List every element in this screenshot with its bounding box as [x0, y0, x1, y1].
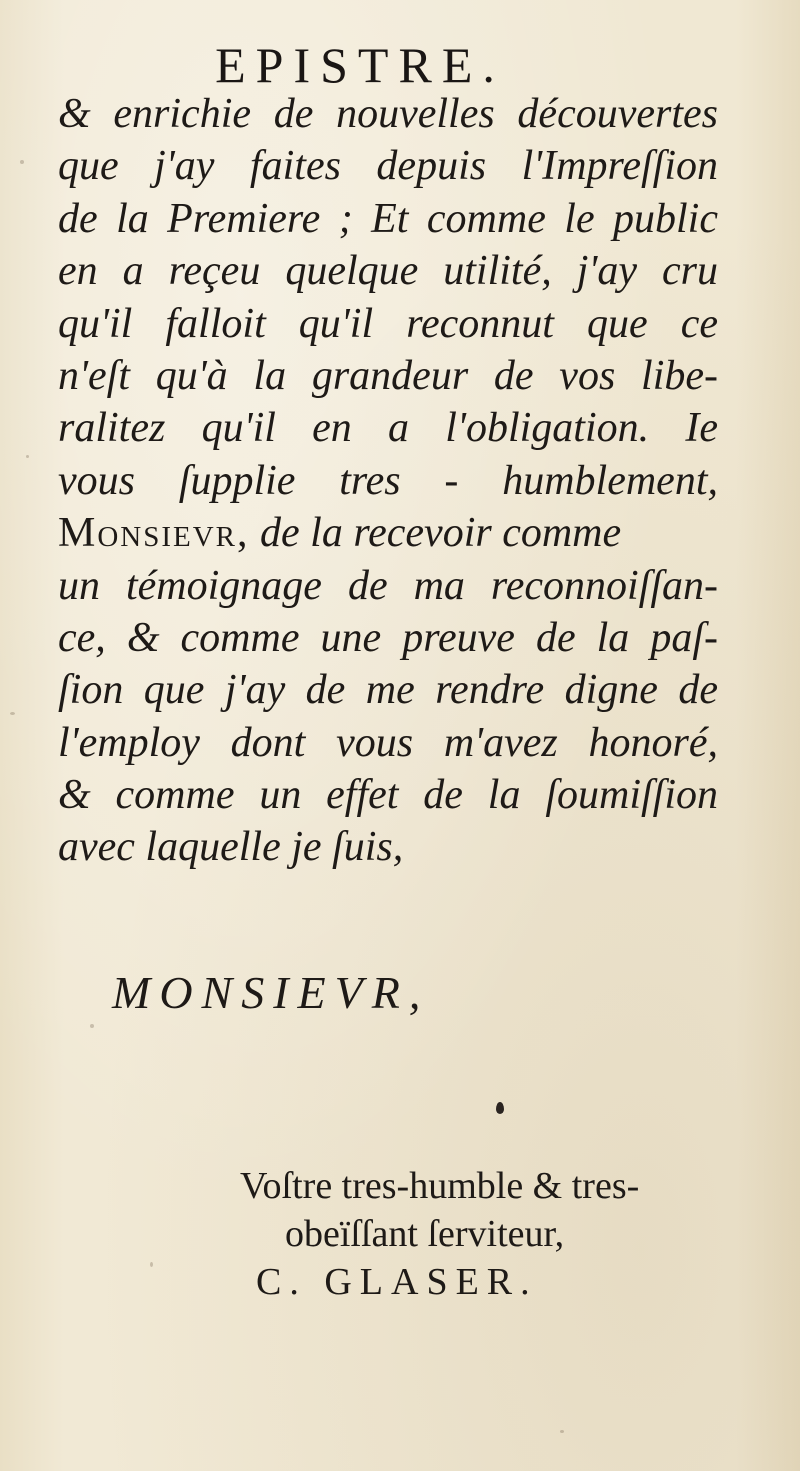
- signature-line: Voſtre tres-humble & tres-: [240, 1165, 640, 1207]
- body-line: n'eſt qu'à la grandeur de vos libe-: [58, 352, 718, 399]
- body-line: l'employ dont vous m'avez honoré,: [58, 719, 718, 766]
- paper-speck: [150, 1262, 153, 1267]
- body-line: ralitez qu'il en a l'obligation. Ie: [58, 405, 718, 452]
- signature-name: C. GLASER.: [256, 1261, 538, 1303]
- signature-block: [240, 1162, 710, 1306]
- body-line: de la Premiere ; Et comme le public: [58, 195, 718, 242]
- body-line: [58, 507, 718, 559]
- body-line: & enrichie de nouvelles découvertes: [58, 91, 718, 137]
- body-line: qu'il falloit qu'il reconnut que ce: [58, 300, 718, 347]
- body-line-text: de la recevoir comme: [260, 510, 622, 557]
- body-line: ſion que j'ay de me rendre digne de: [58, 667, 718, 714]
- body-line: avec laquelle je ſuis,: [58, 824, 404, 871]
- body-line: vous ſupplie tres - humblement,: [58, 457, 718, 504]
- salutation: MONSIEVR,: [112, 967, 430, 1018]
- epistle-body: [58, 88, 718, 874]
- body-line: en a reçeu quelque utilité, j'ay cru: [58, 248, 718, 295]
- inline-monsieur: Monsievr,: [58, 510, 250, 557]
- paper-speck: [20, 160, 24, 164]
- body-line: un témoignage de ma reconnoiſſan-: [58, 562, 718, 609]
- body-line: ce, & comme une preuve de la paſ-: [58, 614, 718, 661]
- ink-mark-icon: [496, 1102, 504, 1114]
- paper-speck: [90, 1024, 94, 1028]
- paper-speck: [560, 1430, 564, 1433]
- signature-line: obeïſſant ſerviteur,: [285, 1213, 565, 1255]
- body-line: & comme un effet de la ſoumiſſion: [58, 772, 718, 819]
- paper-speck: [10, 712, 15, 715]
- paper-speck: [26, 455, 29, 458]
- page-header: EPISTRE.: [215, 37, 505, 93]
- body-line: que j'ay faites depuis l'Impreſſion: [58, 143, 718, 190]
